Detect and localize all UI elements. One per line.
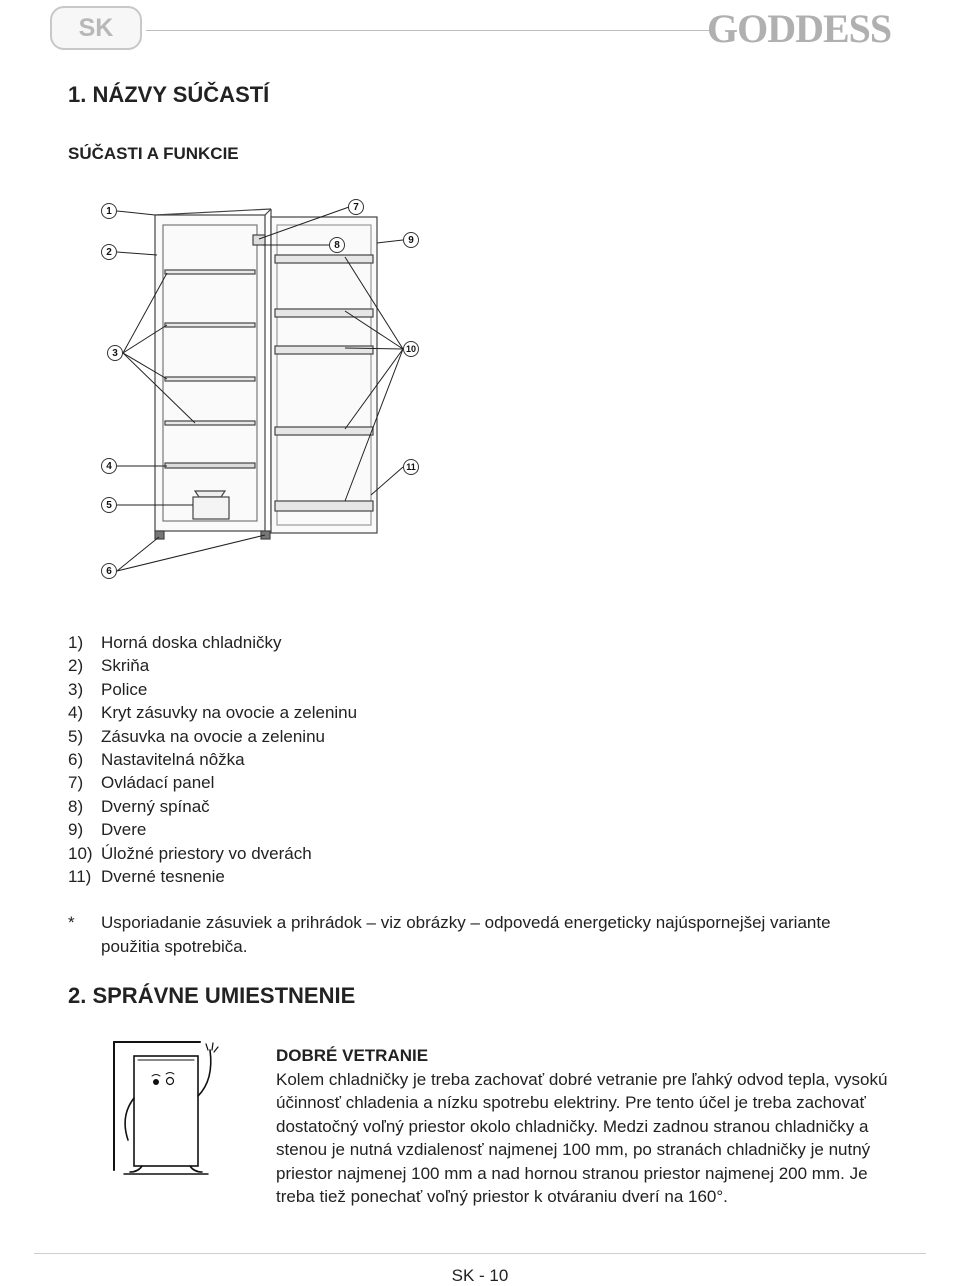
- list-item-label: Zásuvka na ovocie a zeleninu: [101, 726, 325, 746]
- list-item: [68, 842, 357, 865]
- list-item-number: 3): [68, 679, 84, 699]
- section-title-placement: 2. SPRÁVNE UMIESTNENIE: [68, 983, 356, 1008]
- fridge-ventilation-illustration: [108, 1038, 226, 1178]
- callout-1: 1: [101, 203, 117, 219]
- list-item: [68, 865, 357, 888]
- list-item-number: 6): [68, 750, 84, 770]
- parts-list: [68, 631, 357, 888]
- list-item: [68, 678, 357, 701]
- list-item-label: Úložné priestory vo dverách: [101, 843, 312, 863]
- list-item: [68, 631, 357, 654]
- section-title-parts: 1. NÁZVY SÚČASTÍ: [68, 82, 270, 107]
- list-item-label: Ovládací panel: [101, 773, 215, 793]
- callout-9: 9: [403, 232, 419, 248]
- language-badge: SK: [50, 6, 142, 50]
- callout-6: 6: [101, 563, 117, 579]
- list-item-number: 8): [68, 796, 84, 816]
- callout-3: 3: [107, 345, 123, 361]
- brand-logo-text: GODDESS: [707, 6, 892, 51]
- list-item-label: Dverné tesnenie: [101, 867, 225, 887]
- list-item: [68, 701, 357, 724]
- list-item: [68, 748, 357, 771]
- list-item-number: 9): [68, 820, 84, 840]
- list-item-label: Horná doska chladničky: [101, 633, 282, 652]
- fridge-parts-diagram: [95, 195, 435, 585]
- footer-rule: [34, 1253, 926, 1254]
- list-item: [68, 818, 357, 841]
- list-item-label: Police: [101, 679, 148, 699]
- list-item-label: Nastavitelná nôžka: [101, 750, 245, 770]
- callout-11: 11: [403, 459, 419, 475]
- list-item-number: 1): [68, 633, 84, 652]
- ventilation-text: Kolem chladničky je treba zachovať dobré vetranie pre ľahký odvod tepla, vysokú účinnosť chladenia a nízku spotrebu elektriny. Pre tento účel je treba zachovať dostatočný voľný priestor okolo chladničky. Medzi zadnou stranou chladničky a stenou je nutná vzdialenosť najmenej 100 mm, po stranách chladničky je nutný priestor najmenej 100 mm a nad hornou stranou priestor najmenej 200 mm. Je treba tiež ponechať voľný priestor k otváraniu dverí na 160°.: [276, 1070, 888, 1207]
- ventilation-title: DOBRÉ VETRANIE: [276, 1046, 429, 1065]
- callout-5: 5: [101, 497, 117, 513]
- list-item-number: 10): [68, 843, 93, 863]
- list-item-number: 4): [68, 703, 84, 723]
- list-item: [68, 771, 357, 794]
- arrangement-note: [68, 911, 888, 958]
- page-number: SK - 10: [451, 1266, 509, 1285]
- section-subtitle-parts-functions: SÚČASTI A FUNKCIE: [68, 144, 239, 163]
- list-item: [68, 795, 357, 818]
- ventilation-section: [276, 1044, 906, 1208]
- list-item-number: 5): [68, 726, 84, 746]
- list-item-number: 11): [68, 867, 92, 887]
- note-text: Usporiadanie zásuviek a prihrádok – viz obrázky – odpovedá energeticky najúspornejšej variante použitia spotrebiča.: [101, 913, 831, 956]
- list-item-label: Dverný spínač: [101, 796, 210, 816]
- list-item-number: 2): [68, 656, 84, 676]
- callout-2: 2: [101, 244, 117, 260]
- list-item: [68, 654, 357, 677]
- callout-8: 8: [329, 237, 345, 253]
- list-item-label: Skriňa: [101, 656, 150, 676]
- list-item-label: Kryt zásuvky na ovocie a zeleninu: [101, 703, 358, 723]
- list-item: [68, 725, 357, 748]
- header-rule: [146, 30, 710, 31]
- list-item-label: Dvere: [101, 820, 147, 840]
- callout-4: 4: [101, 458, 117, 474]
- list-item-number: 7): [68, 773, 84, 793]
- callout-10: 10: [403, 341, 419, 357]
- note-marker: *: [68, 913, 75, 932]
- brand-logo: [705, 4, 937, 56]
- callout-7: 7: [348, 199, 364, 215]
